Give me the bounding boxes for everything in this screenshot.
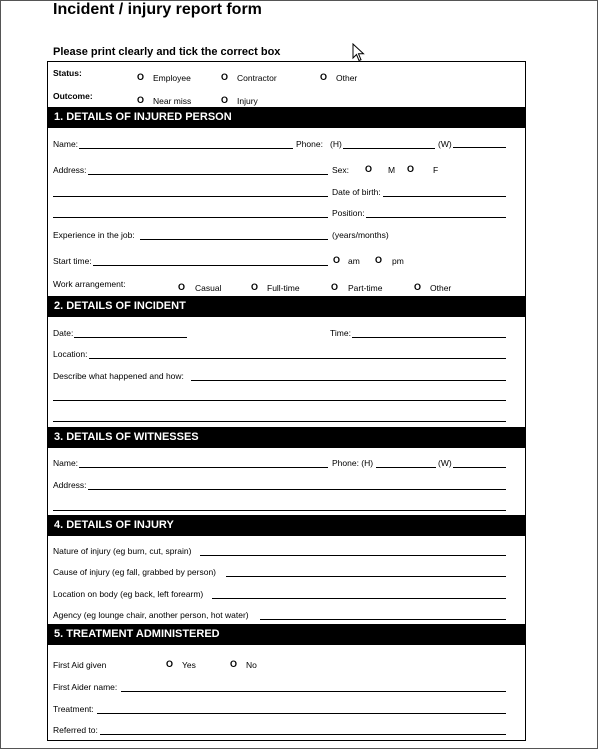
incident-time-label: Time: bbox=[330, 328, 351, 338]
first-aid-yes-checkbox[interactable]: O bbox=[166, 659, 174, 669]
first-aider-name-field[interactable] bbox=[121, 691, 506, 692]
full-time-label: Full-time bbox=[267, 283, 300, 293]
describe-field-1[interactable] bbox=[191, 380, 506, 381]
first-aider-name-label: First Aider name: bbox=[53, 682, 118, 692]
first-aid-no-label: No bbox=[246, 660, 257, 670]
injured-phone-h-field[interactable] bbox=[343, 148, 435, 149]
outcome-near-miss-checkbox[interactable]: O bbox=[137, 95, 145, 105]
treatment-field[interactable] bbox=[97, 713, 506, 714]
section-2-header bbox=[48, 296, 525, 317]
section-4-header bbox=[48, 515, 525, 536]
status-employee-label: Employee bbox=[153, 73, 191, 83]
pm-label: pm bbox=[392, 256, 404, 266]
referred-to-label: Referred to: bbox=[53, 725, 98, 735]
injured-address-field-2[interactable] bbox=[53, 196, 328, 197]
dob-field[interactable] bbox=[383, 196, 506, 197]
location-on-body-label: Location on body (eg back, left forearm) bbox=[53, 589, 204, 599]
injured-phone-h-label: (H) bbox=[330, 139, 342, 149]
injured-phone-label: Phone: bbox=[296, 139, 323, 149]
pm-checkbox[interactable]: O bbox=[375, 255, 383, 265]
position-label: Position: bbox=[332, 208, 365, 218]
injured-phone-w-label: (W) bbox=[438, 139, 452, 149]
am-label: am bbox=[348, 256, 360, 266]
sex-m-label: M bbox=[388, 165, 396, 175]
casual-label: Casual bbox=[195, 283, 222, 293]
witness-address-field-1[interactable] bbox=[88, 489, 506, 490]
form-instructions: Please print clearly and tick the correct box bbox=[53, 46, 281, 58]
outcome-injury-label: Injury bbox=[237, 96, 258, 106]
injured-name-label: Name: bbox=[53, 139, 79, 149]
location-on-body-field[interactable] bbox=[212, 598, 506, 599]
nature-of-injury-field[interactable] bbox=[200, 555, 506, 556]
injured-address-field-1[interactable] bbox=[88, 174, 328, 175]
injured-address-field-3[interactable] bbox=[53, 217, 328, 218]
witness-phone-h-field[interactable] bbox=[376, 467, 436, 468]
cause-of-injury-field[interactable] bbox=[226, 576, 506, 577]
section-3-title: 3. DETAILS OF WITNESSES bbox=[54, 431, 199, 443]
injured-name-field[interactable] bbox=[79, 148, 293, 149]
outcome-near-miss-label: Near miss bbox=[153, 96, 192, 106]
witness-name-field[interactable] bbox=[79, 467, 328, 468]
status-employee-checkbox[interactable]: O bbox=[137, 72, 145, 82]
cause-of-injury-label: Cause of injury (eg fall, grabbed by person) bbox=[53, 567, 217, 577]
describe-field-3[interactable] bbox=[53, 421, 506, 422]
witness-phone-h-label: Phone: (H) bbox=[332, 458, 374, 468]
start-time-label: Start time: bbox=[53, 256, 92, 266]
describe-field-2[interactable] bbox=[53, 400, 506, 401]
years-months-label: (years/months) bbox=[332, 230, 389, 240]
arrangement-other-checkbox[interactable]: O bbox=[414, 282, 422, 292]
witness-phone-w-field[interactable] bbox=[453, 467, 506, 468]
section-4-title: 4. DETAILS OF INJURY bbox=[54, 519, 174, 531]
position-field[interactable] bbox=[366, 217, 506, 218]
sex-label: Sex: bbox=[332, 165, 350, 175]
part-time-checkbox[interactable]: O bbox=[331, 282, 339, 292]
nature-of-injury-label: Nature of injury (eg burn, cut, sprain) bbox=[53, 546, 192, 556]
full-time-checkbox[interactable]: O bbox=[251, 282, 259, 292]
sex-f-label: F bbox=[433, 165, 439, 175]
witness-name-label: Name: bbox=[53, 458, 79, 468]
status-other-label: Other bbox=[336, 73, 358, 83]
first-aid-label: First Aid given bbox=[53, 660, 107, 670]
section-2-title: 2. DETAILS OF INCIDENT bbox=[54, 300, 186, 312]
experience-field[interactable] bbox=[140, 239, 328, 240]
witness-address-field-2[interactable] bbox=[53, 510, 506, 511]
sex-m-checkbox[interactable]: O bbox=[365, 164, 373, 174]
agency-field[interactable] bbox=[260, 619, 506, 620]
status-contractor-label: Contractor bbox=[237, 73, 277, 83]
treatment-label: Treatment: bbox=[53, 704, 94, 714]
incident-time-field[interactable] bbox=[352, 337, 506, 338]
injured-phone-w-field[interactable] bbox=[453, 147, 506, 148]
section-1-title: 1. DETAILS OF INJURED PERSON bbox=[54, 111, 232, 123]
start-time-field[interactable] bbox=[93, 265, 328, 266]
referred-to-field[interactable] bbox=[100, 734, 506, 735]
section-1-header bbox=[48, 107, 525, 128]
form-title: Incident / injury report form bbox=[53, 1, 262, 18]
section-3-header bbox=[48, 427, 525, 448]
status-contractor-checkbox[interactable]: O bbox=[221, 72, 229, 82]
mouse-pointer-icon bbox=[352, 43, 366, 63]
status-label: Status: bbox=[53, 68, 82, 78]
incident-location-label: Location: bbox=[53, 349, 88, 359]
dob-label: Date of birth: bbox=[332, 187, 381, 197]
casual-checkbox[interactable]: O bbox=[178, 282, 186, 292]
experience-label: Experience in the job: bbox=[53, 230, 135, 240]
first-aid-no-checkbox[interactable]: O bbox=[230, 659, 238, 669]
section-5-title: 5. TREATMENT ADMINISTERED bbox=[54, 628, 220, 640]
arrangement-other-label: Other bbox=[430, 283, 452, 293]
first-aid-yes-label: Yes bbox=[182, 660, 196, 670]
witness-phone-w-label: (W) bbox=[438, 458, 452, 468]
section-5-header bbox=[48, 624, 525, 645]
describe-label: Describe what happened and how: bbox=[53, 371, 184, 381]
outcome-injury-checkbox[interactable]: O bbox=[221, 95, 229, 105]
witness-address-label: Address: bbox=[53, 480, 87, 490]
agency-label: Agency (eg lounge chair, another person, hot water) bbox=[53, 610, 249, 620]
part-time-label: Part-time bbox=[348, 283, 383, 293]
sex-f-checkbox[interactable]: O bbox=[407, 164, 415, 174]
injured-address-label: Address: bbox=[53, 165, 87, 175]
incident-location-field[interactable] bbox=[89, 358, 506, 359]
outcome-label: Outcome: bbox=[53, 91, 93, 101]
incident-date-field[interactable] bbox=[74, 337, 187, 338]
incident-date-label: Date: bbox=[53, 328, 74, 338]
status-other-checkbox[interactable]: O bbox=[320, 72, 328, 82]
work-arrangement-label: Work arrangement: bbox=[53, 279, 126, 289]
am-checkbox[interactable]: O bbox=[333, 255, 341, 265]
